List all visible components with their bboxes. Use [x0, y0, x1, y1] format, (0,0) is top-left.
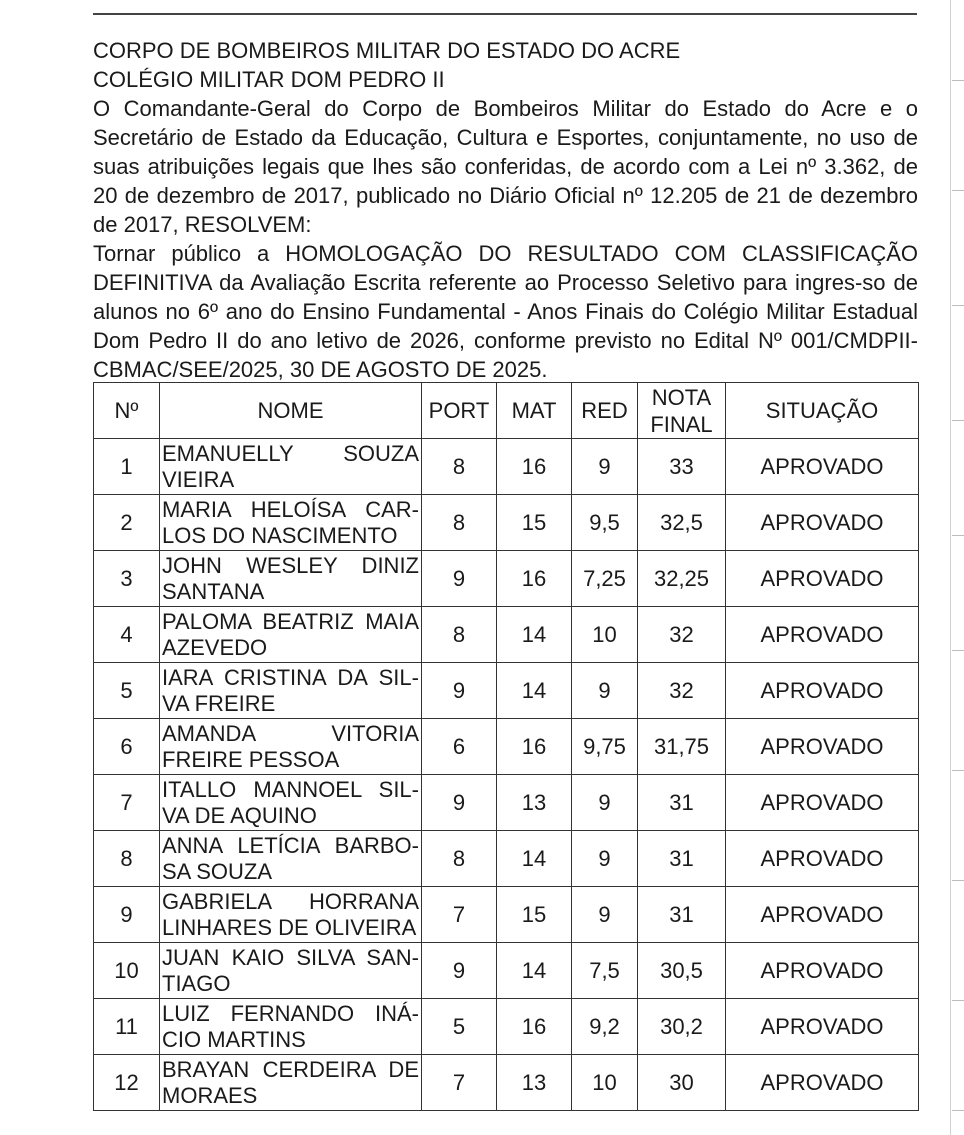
cell-port: 9	[422, 775, 497, 831]
cell-name: LUIZ FERNANDO INÁ-CIO MARTINS	[160, 999, 422, 1055]
cell-port: 8	[422, 495, 497, 551]
cell-number: 3	[94, 551, 160, 607]
cell-mat: 16	[497, 719, 572, 775]
cell-situacao: APROVADO	[726, 775, 919, 831]
cell-nota-final: 30,2	[638, 999, 726, 1055]
cell-nota-final: 33	[638, 439, 726, 495]
cell-red: 9	[572, 439, 638, 495]
edge-tick	[952, 420, 964, 421]
cell-nota-final: 31	[638, 831, 726, 887]
table-row	[94, 943, 919, 999]
cell-number: 6	[94, 719, 160, 775]
cell-number: 10	[94, 943, 160, 999]
cell-red: 9	[572, 775, 638, 831]
edge-tick	[952, 190, 964, 191]
cell-mat: 15	[497, 495, 572, 551]
cell-name: MARIA HELOÍSA CAR-LOS DO NASCIMENTO	[160, 495, 422, 551]
cell-port: 9	[422, 663, 497, 719]
edge-tick	[952, 305, 964, 306]
edge-tick	[952, 770, 964, 771]
cell-name: EMANUELLY SOUZA VIEIRA	[160, 439, 422, 495]
cell-mat: 13	[497, 1055, 572, 1111]
document-heading-line: CORPO DE BOMBEIROS MILITAR DO ESTADO DO ACRE	[93, 38, 681, 63]
cell-nota-final: 31	[638, 775, 726, 831]
edge-tick	[952, 880, 964, 881]
document-heading-line: COLÉGIO MILITAR DOM PEDRO II	[93, 67, 445, 92]
cell-name: GABRIELA HORRANA LINHARES DE OLIVEIRA	[160, 887, 422, 943]
cell-mat: 13	[497, 775, 572, 831]
cell-mat: 14	[497, 607, 572, 663]
header-nota-final: NOTA FINAL	[638, 383, 726, 439]
cell-name: PALOMA BEATRIZ MAIA AZEVEDO	[160, 607, 422, 663]
table-row	[94, 999, 919, 1055]
cell-port: 8	[422, 831, 497, 887]
cell-mat: 14	[497, 831, 572, 887]
cell-situacao: APROVADO	[726, 551, 919, 607]
table-header-row	[94, 383, 919, 439]
resolution-paragraph: O Comandante-Geral do Corpo de Bombeiros Militar do Estado do Acre e o Secretário de Estado da Educação, Cultura e Esportes, conjuntamente, no uso de suas atribuições legais que lhes são conferidas, de acordo com a Lei nº 3.362, de 20 de dezembro de 2017, publicado no Diário Oficial nº 12.205 de 21 de dezembro de 2017, RESOLVEM:	[93, 96, 918, 237]
document-body	[93, 36, 918, 384]
cell-mat: 15	[497, 887, 572, 943]
cell-number: 8	[94, 831, 160, 887]
cell-number: 2	[94, 495, 160, 551]
cell-nota-final: 31,75	[638, 719, 726, 775]
cell-situacao: APROVADO	[726, 719, 919, 775]
cell-name: AMANDA VITORIA FREIRE PESSOA	[160, 719, 422, 775]
cell-port: 7	[422, 887, 497, 943]
cell-red: 7,5	[572, 943, 638, 999]
cell-name: JOHN WESLEY DINIZ SANTANA	[160, 551, 422, 607]
top-rule	[93, 13, 917, 15]
edge-tick	[952, 535, 964, 536]
cell-mat: 14	[497, 663, 572, 719]
edge-tick	[952, 1000, 964, 1001]
cell-nota-final: 31	[638, 887, 726, 943]
table-row	[94, 607, 919, 663]
table-row	[94, 551, 919, 607]
cell-number: 12	[94, 1055, 160, 1111]
cell-number: 4	[94, 607, 160, 663]
cell-nota-final: 32,5	[638, 495, 726, 551]
page-edge-line	[950, 0, 951, 1135]
cell-nota-final: 30	[638, 1055, 726, 1111]
cell-situacao: APROVADO	[726, 887, 919, 943]
cell-nota-final: 32	[638, 607, 726, 663]
table-row	[94, 439, 919, 495]
cell-red: 9,5	[572, 495, 638, 551]
results-table	[93, 382, 919, 1111]
table-row	[94, 719, 919, 775]
cell-situacao: APROVADO	[726, 607, 919, 663]
cell-red: 10	[572, 607, 638, 663]
cell-mat: 16	[497, 551, 572, 607]
table-row	[94, 831, 919, 887]
cell-number: 9	[94, 887, 160, 943]
cell-red: 9,2	[572, 999, 638, 1055]
cell-port: 9	[422, 551, 497, 607]
cell-name: BRAYAN CERDEIRA DE MORAES	[160, 1055, 422, 1111]
announcement-paragraph: Tornar público a HOMOLOGAÇÃO DO RESULTADO COM CLASSIFICAÇÃO DEFINITIVA da Avaliação Escrita referente ao Processo Seletivo para ingres-so de alunos no 6º ano do Ensino Fundamental - Anos Finais do Colégio Militar Estadual Dom Pedro II do ano letivo de 2026, conforme previsto no Edital Nº 001/CMDPII- CBMAC/SEE/2025, 30 DE AGOSTO DE 2025.	[93, 241, 918, 382]
cell-number: 1	[94, 439, 160, 495]
cell-situacao: APROVADO	[726, 663, 919, 719]
cell-port: 8	[422, 439, 497, 495]
cell-situacao: APROVADO	[726, 439, 919, 495]
cell-nota-final: 32,25	[638, 551, 726, 607]
table-row	[94, 495, 919, 551]
cell-name: ITALLO MANNOEL SIL-VA DE AQUINO	[160, 775, 422, 831]
cell-name: JUAN KAIO SILVA SAN-TIAGO	[160, 943, 422, 999]
cell-nota-final: 30,5	[638, 943, 726, 999]
edge-tick	[952, 80, 964, 81]
cell-number: 7	[94, 775, 160, 831]
cell-number: 11	[94, 999, 160, 1055]
edge-tick	[952, 1110, 964, 1111]
cell-situacao: APROVADO	[726, 495, 919, 551]
cell-red: 9	[572, 663, 638, 719]
cell-red: 7,25	[572, 551, 638, 607]
cell-situacao: APROVADO	[726, 831, 919, 887]
cell-port: 6	[422, 719, 497, 775]
header-red: RED	[572, 383, 638, 439]
cell-port: 7	[422, 1055, 497, 1111]
cell-name: IARA CRISTINA DA SIL-VA FREIRE	[160, 663, 422, 719]
cell-situacao: APROVADO	[726, 999, 919, 1055]
header-situacao: SITUAÇÃO	[726, 383, 919, 439]
table-row	[94, 775, 919, 831]
header-name: NOME	[160, 383, 422, 439]
cell-situacao: APROVADO	[726, 1055, 919, 1111]
table-row	[94, 1055, 919, 1111]
cell-number: 5	[94, 663, 160, 719]
cell-red: 9	[572, 831, 638, 887]
cell-mat: 14	[497, 943, 572, 999]
table-row	[94, 887, 919, 943]
table-row	[94, 663, 919, 719]
header-mat: MAT	[497, 383, 572, 439]
cell-red: 10	[572, 1055, 638, 1111]
header-port: PORT	[422, 383, 497, 439]
cell-mat: 16	[497, 439, 572, 495]
edge-tick	[952, 650, 964, 651]
cell-red: 9,75	[572, 719, 638, 775]
cell-name: ANNA LETÍCIA BARBO-SA SOUZA	[160, 831, 422, 887]
cell-port: 5	[422, 999, 497, 1055]
cell-mat: 16	[497, 999, 572, 1055]
cell-red: 9	[572, 887, 638, 943]
cell-situacao: APROVADO	[726, 943, 919, 999]
cell-port: 8	[422, 607, 497, 663]
table-body	[94, 439, 919, 1111]
cell-nota-final: 32	[638, 663, 726, 719]
cell-port: 9	[422, 943, 497, 999]
header-number: Nº	[94, 383, 160, 439]
